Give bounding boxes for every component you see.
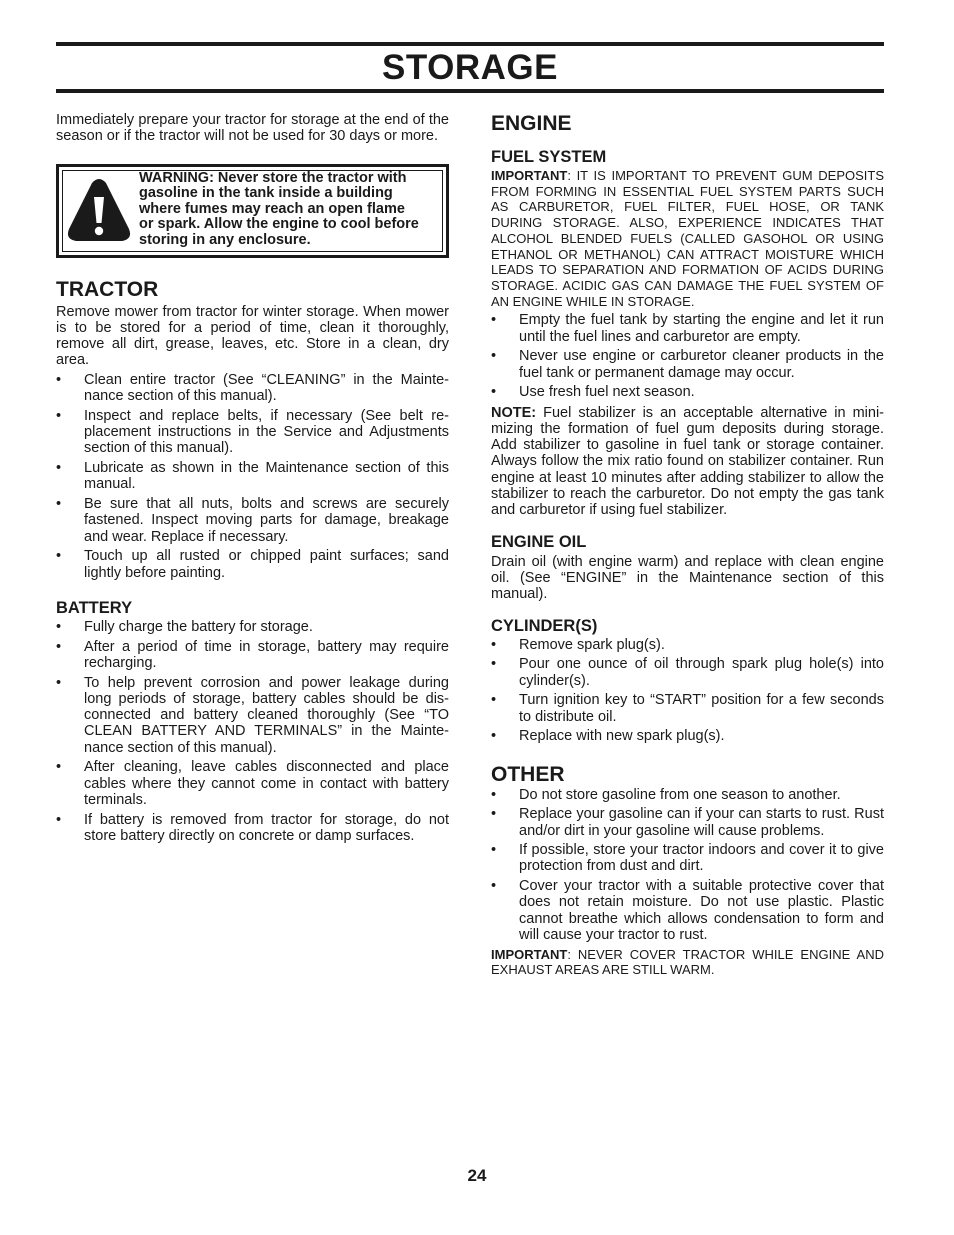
list-item: • Replace your gasoline can if your can starts to rust. Rust and/or dirt in your gasoline will cause problems. <box>491 806 884 839</box>
important-text: : NEVER COVER TRACTOR WHILE ENGINE AND EXHAUST AREAS ARE STILL WARM. <box>491 946 884 978</box>
list-item: • Inspect and replace belts, if necessary (See belt re-placement instructions in the Service and Adjustments section of this manual). <box>56 408 449 457</box>
warning-box <box>56 164 449 258</box>
list-item: • To help prevent corrosion and power leakage during long periods of storage, battery cables should be dis-connected and battery cleaned thoroughly (See “TO CLEAN BATTERY AND TERMINALS” in the Mainte-nance section of this manual). <box>56 675 449 756</box>
list-item: • If battery is removed from tractor for storage, do not store battery directly on concrete or damp surfaces. <box>56 812 449 845</box>
fuel-system-heading: FUEL SYSTEM <box>491 148 607 166</box>
note-label: NOTE: <box>491 404 537 421</box>
warning-icon <box>66 177 132 245</box>
page-title: STORAGE <box>382 48 558 87</box>
list-item: • Pour one ounce of oil through spark plug hole(s) into cylinder(s). <box>491 656 884 689</box>
engine-oil-text: Drain oil (with engine warm) and replace with clean engine oil. (See “ENGINE” in the Maintenance section of this manual). <box>491 553 884 603</box>
fuel-stabilizer-note <box>491 405 884 519</box>
tractor-intro: Remove mower from tractor for winter storage. When mower is to be stored for a period of time, clean it thoroughly, remove all dirt, grease, leaves, etc. Store in a clean, dry area. <box>56 303 449 369</box>
engine-heading: ENGINE <box>491 112 572 135</box>
list-item: • Use fresh fuel next season. <box>491 384 884 400</box>
list-item: • Replace with new spark plug(s). <box>491 728 884 744</box>
list-item: • After a period of time in storage, battery may require recharging. <box>56 639 449 672</box>
tractor-heading: TRACTOR <box>56 277 159 301</box>
list-item: • Remove spark plug(s). <box>491 637 884 653</box>
list-item: • After cleaning, leave cables disconnected and place cables where they cannot come in contact with battery terminals. <box>56 759 449 808</box>
fuel-system-important <box>491 168 884 309</box>
note-text: Fuel stabilizer is an acceptable alternative in mini-mizing the formation of fuel gum deposits during storage. Add stabilizer to gasoline in fuel tank or storage container. Always follow the mix ratio found on stabilizer container. Run engine at least 10 minutes after adding stabilizer to allow the stabilizer to reach the carburetor. Do not empty the gas tank and carburetor if using fuel stabilizer. <box>491 404 884 519</box>
right-column <box>491 112 884 978</box>
title-rule-bottom <box>56 89 884 93</box>
list-item: • Be sure that all nuts, bolts and screws are securely fastened. Inspect moving parts for damage, breakage and wear. Replace if necessary. <box>56 496 449 545</box>
page-number: 24 <box>467 1166 487 1185</box>
other-list <box>491 787 884 944</box>
list-item: • Fully charge the battery for storage. <box>56 619 449 635</box>
list-item: • Lubricate as shown in the Maintenance section of this manual. <box>56 460 449 493</box>
storage-intro: Immediately prepare your tractor for storage at the end of the season or if the tractor will not be used for 30 days or more. <box>56 112 449 145</box>
cylinders-list <box>491 637 884 745</box>
important-label: IMPORTANT <box>491 168 568 183</box>
engine-oil-heading: ENGINE OIL <box>491 532 587 551</box>
list-item: • Turn ignition key to “START” position for a few seconds to distribute oil. <box>491 692 884 725</box>
fuel-system-list <box>491 312 884 400</box>
battery-heading: BATTERY <box>56 598 133 617</box>
list-item: • Empty the fuel tank by starting the engine and let it run until the fuel lines and carburetor are empty. <box>491 312 884 345</box>
other-important <box>491 947 884 978</box>
left-column <box>56 112 449 848</box>
important-text: : IT IS IMPORTANT TO PREVENT GUM DEPOSITS FROM FORMING IN ESSENTIAL FUEL SYSTEM PARTS SUCH AS CARBURETOR, FUEL FILTER, FUEL HOSE, OR TANK DURING STORAGE. ALSO, EXPERIENCE INDICATES THAT ALCOHOL BLENDED FUELS (CALLED GASOHOL OR USING ETHANOL OR METHANOL) CAN ATTRACT MOISTURE WHICH LEADS TO SEPARATION AND FORMATION OF ACIDS DURING STORAGE. ACIDIC GAS CAN DAMAGE THE FUEL SYSTEM OF AN ENGINE WHILE IN STORAGE. <box>491 168 884 309</box>
warning-text: WARNING: Never store the tractor with gasoline in the tank inside a building where fumes may reach an open flame or spark. Allow the engine to cool before storing in any enclosure. <box>139 169 419 248</box>
list-item: • If possible, store your tractor indoors and cover it to give protection from dust and dirt. <box>491 842 884 875</box>
list-item: • Touch up all rusted or chipped paint surfaces; sand lightly before painting. <box>56 548 449 581</box>
tractor-list <box>56 372 449 581</box>
list-item: • Clean entire tractor (See “CLEANING” in the Mainte-nance section of this manual). <box>56 372 449 405</box>
other-heading: OTHER <box>491 762 565 786</box>
important-label: IMPORTANT <box>491 946 568 962</box>
battery-list <box>56 619 449 844</box>
cylinders-heading: CYLINDER(S) <box>491 616 598 635</box>
list-item: • Never use engine or carburetor cleaner products in the fuel tank or permanent damage may occur. <box>491 348 884 381</box>
list-item: • Do not store gasoline from one season to another. <box>491 787 884 803</box>
list-item: • Cover your tractor with a suitable protective cover that does not retain moisture. Do not use plastic. Plastic cannot breathe which allows condensation to form and will cause your tractor to rust. <box>491 878 884 943</box>
